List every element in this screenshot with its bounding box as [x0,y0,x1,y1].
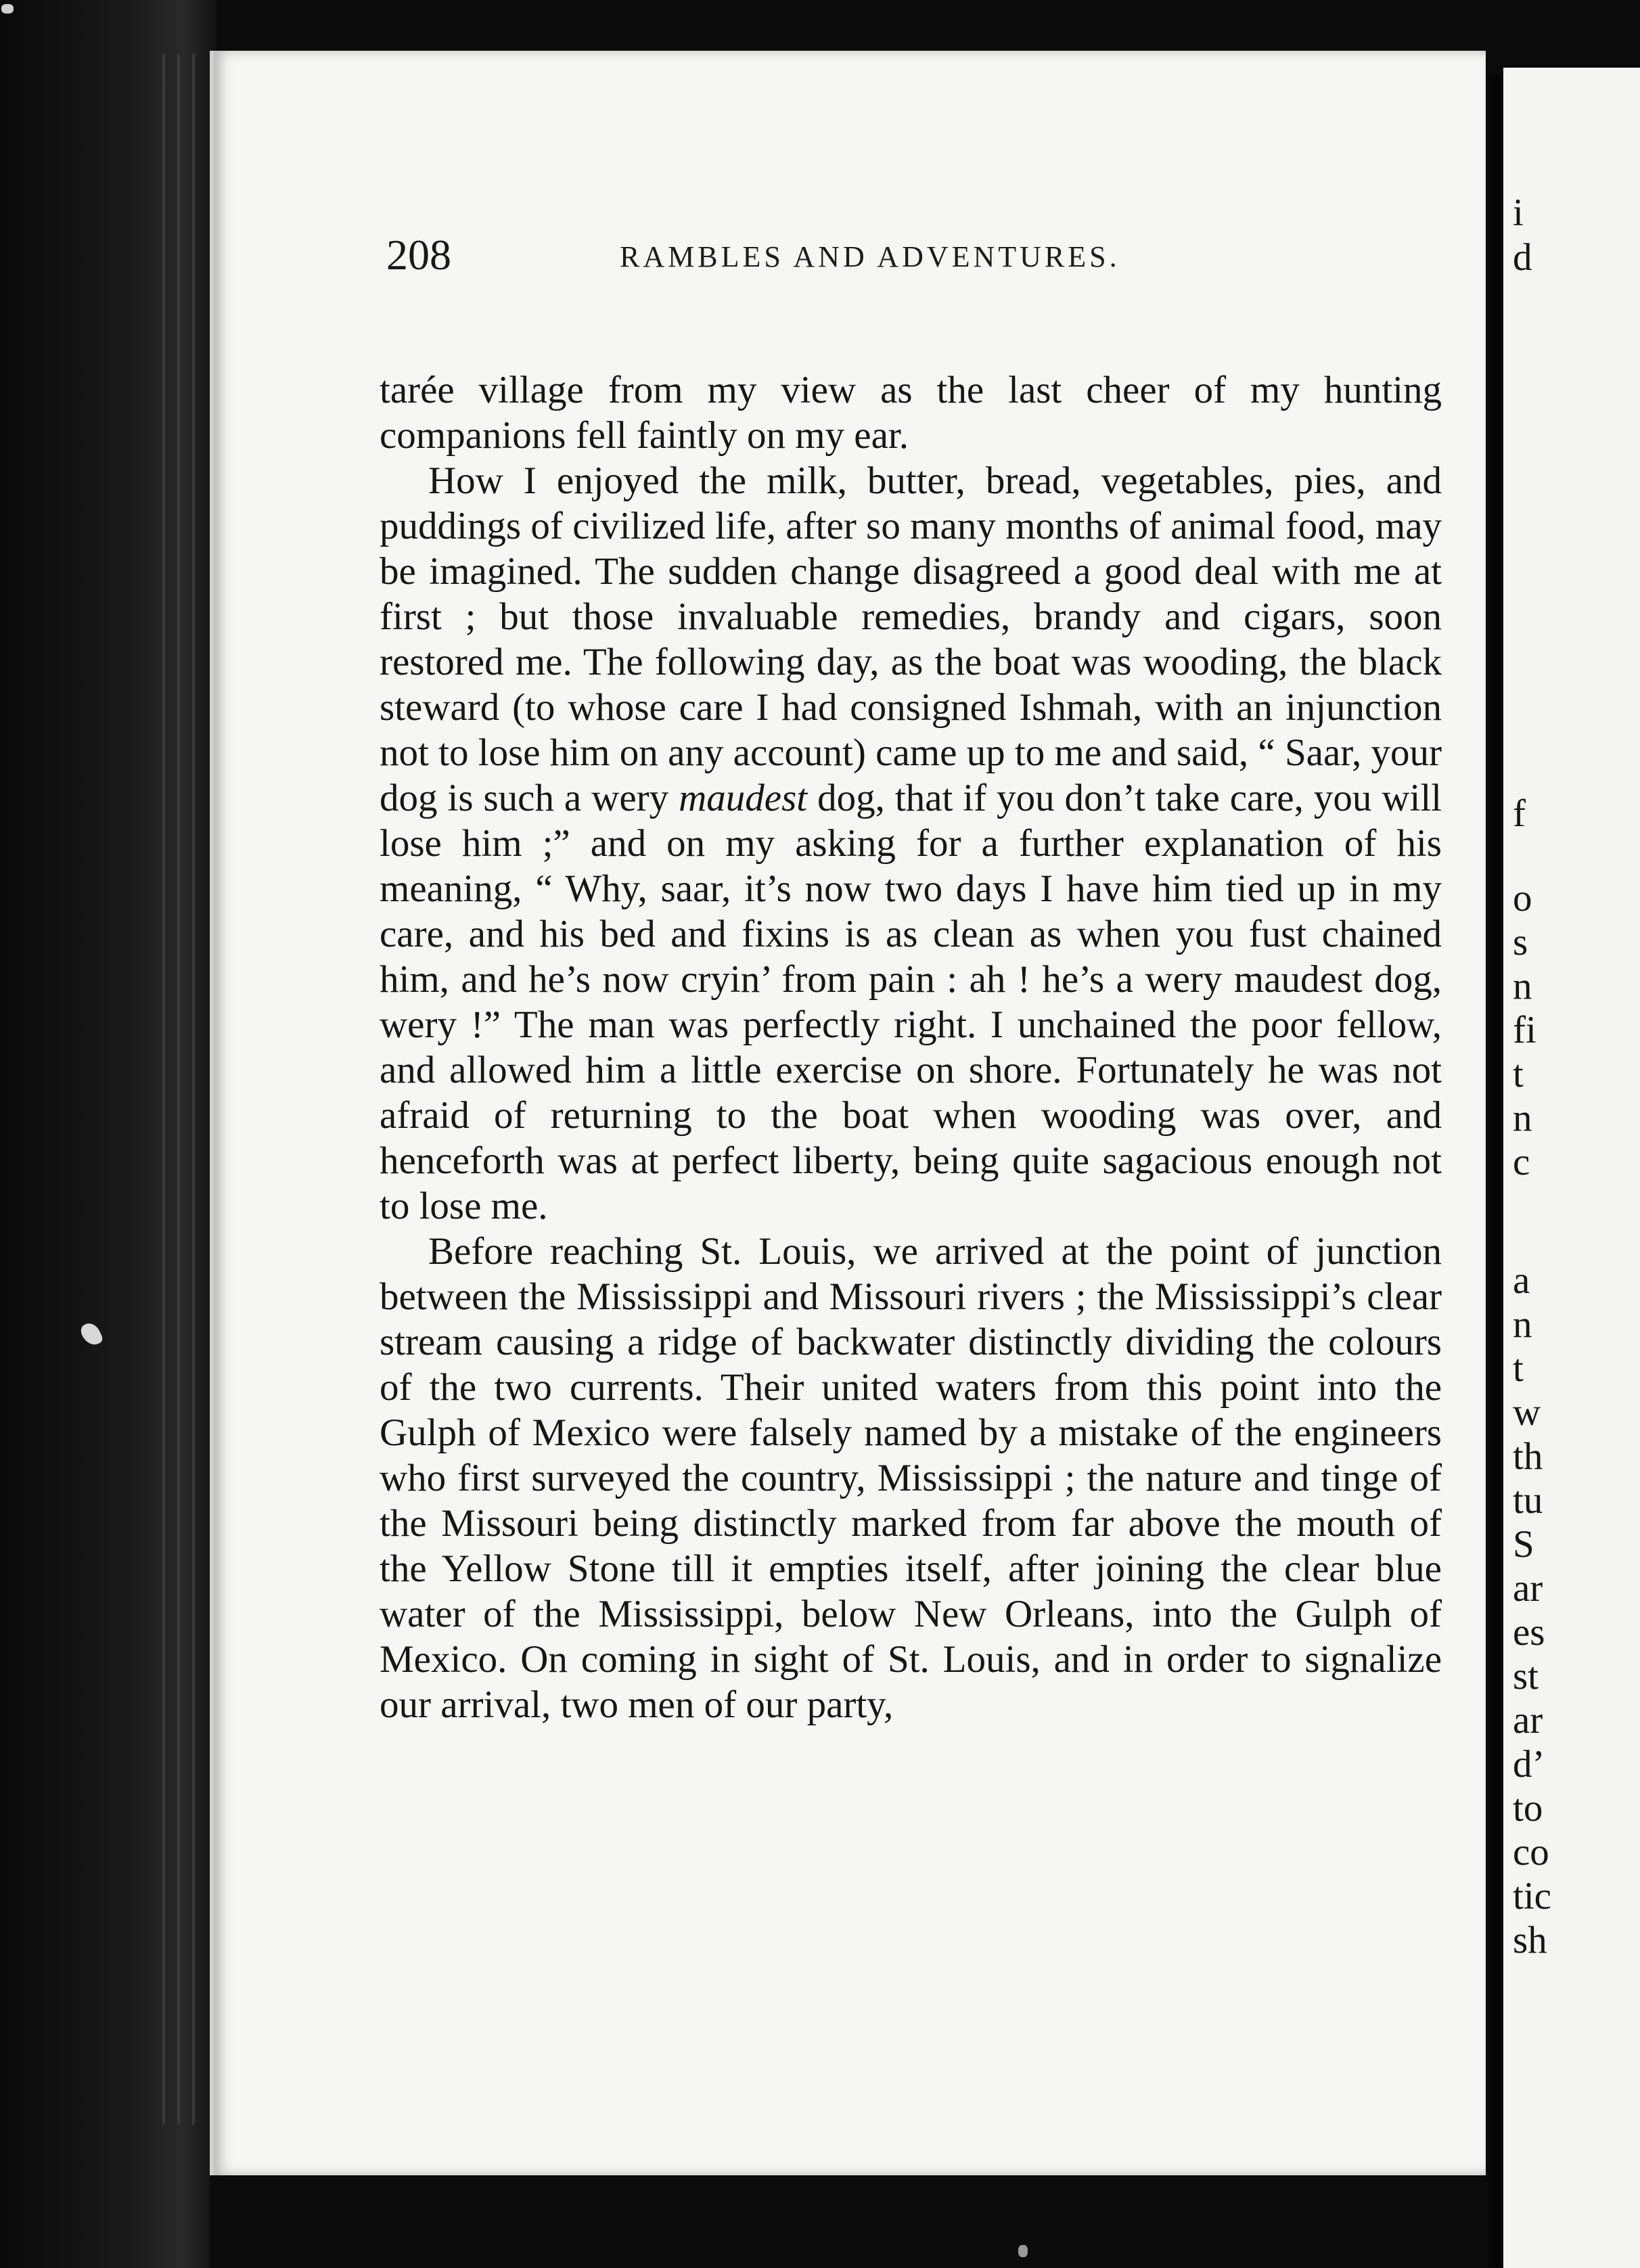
body-text [380,367,1442,1727]
facing-page-fragment: co [1513,1831,1549,1874]
facing-page-fragment: s [1513,921,1528,963]
facing-page-fragment: o [1513,877,1532,920]
gutter [1488,74,1501,2267]
facing-page-fragment: ar [1513,1567,1543,1610]
facing-page-fragment: f [1513,792,1526,835]
facing-page-fragment: i [1513,191,1524,234]
paragraph-1: tarée village from my view as the last cheer of my hunting companions fell faintly on my ear. [380,369,1442,457]
facing-page-fragment: c [1513,1141,1530,1183]
page-bottom-shadow [210,2175,1488,2268]
page-header [386,230,1442,291]
facing-page-fragment: tu [1513,1479,1543,1522]
facing-page-fragment: sh [1513,1919,1547,1961]
facing-page-fragment: d [1513,236,1532,279]
facing-page-fragment: t [1513,1347,1524,1390]
facing-page-fragment: to [1513,1787,1543,1830]
page-edge-line [162,54,165,2125]
paragraph-2 [380,458,1442,1229]
facing-page-fragment: st [1513,1655,1539,1698]
scan-speck [1018,2245,1028,2257]
page-number: 208 [386,231,451,279]
page-edge-line [177,54,180,2125]
facing-page-fragment: S [1513,1523,1534,1566]
italic-word: maudest [679,777,808,819]
facing-page-fragment: d’ [1513,1743,1545,1786]
corner-smudge [1,4,14,14]
facing-page-fragment: fi [1513,1009,1536,1051]
paragraph-3: Before reaching St. Louis, we arrived at the point of junction between the Mississippi and Missouri rivers ; the Mississippi’s clear stream causing a ridge of backwater distinctly dividing the colours of the two currents. Their united waters from this point into the Gulph of Mexico were falsely named by a mistake of the engineers who first surveyed the country, Mississippi ; the nature and tinge of the Missouri being distinctly marked from far above the mouth of the Yellow Stone till it empties itself, after joining the clear blue water of the Mississippi, below New Orleans, into the Gulph of Mexico. On coming in sight of St. Louis, and in order to signalize our arrival, two men of our party, [380,1230,1442,1726]
book-page [210,51,1486,2175]
facing-page-fragment: t [1513,1053,1524,1095]
facing-page-fragment: w [1513,1391,1541,1434]
book-edge [0,0,217,2268]
paragraph-2-part-1: How I enjoyed the milk, butter, bread, vegetables, pies, and puddings of civilized life, after so many months of animal food, may be imagined. The sudden change disagreed a good deal with me at first ; but those invaluable remedies, brandy and cigars, soon restored me. The following day, as the boat was wooding, the black steward (to whose care I had consigned Ishmah, with an injunction not to lose him on any account) came up to me and said, “ Saar, your dog is such a wery [380,459,1442,819]
facing-page-fragment: a [1513,1259,1530,1302]
facing-page-fragment: th [1513,1435,1543,1478]
facing-page-fragment: n [1513,1303,1532,1346]
page-edge-line [192,54,195,2125]
paragraph-2-part-2: dog, that if you don’t take care, you will lose him ;” and on my asking for a further explanation of his meaning, “ Why, saar, it’s now two days I have him tied up in my care, and his bed and fixins is as clean as when you fust chained him, and he’s now cryin’ from pain : ah ! he’s a wery maudest dog, wery !” The man was perfectly right. I unchained the poor fellow, and allowed him a little exercise on shore. Fortunately he was not afraid of returning to the boat when wooding was over, and henceforth was at perfect liberty, being quite sagacious enough not to lose me. [380,777,1442,1227]
facing-page-fragment: n [1513,1097,1532,1139]
running-head: RAMBLES AND ADVENTURES. [620,240,1120,273]
facing-page-fragment: n [1513,965,1532,1007]
facing-page-fragment: es [1513,1611,1545,1654]
facing-page-fragment: tic [1513,1875,1551,1918]
facing-page [1503,68,1640,2268]
facing-page-fragment: ar [1513,1699,1543,1742]
